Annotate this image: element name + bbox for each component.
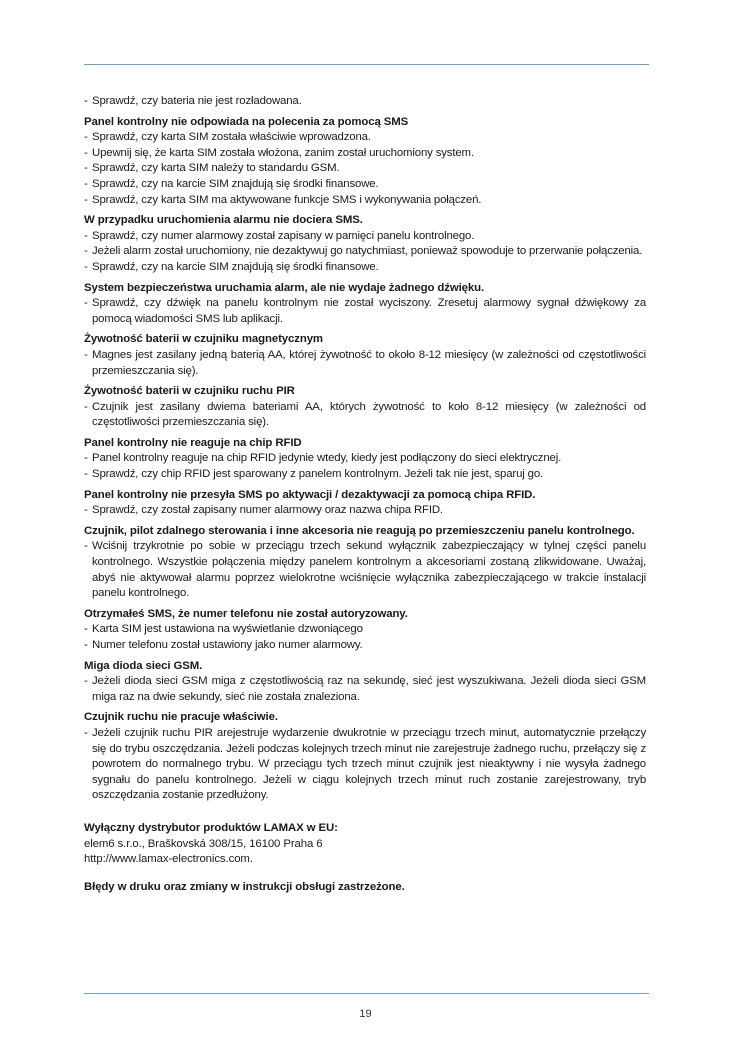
distributor-address: elem6 s.r.o., Braškovská 308/15, 16100 Praha 6 — [84, 837, 323, 850]
troubleshooting-section — [84, 488, 646, 519]
list-item-text: Sprawdź, czy bateria nie jest rozładowana. — [92, 95, 302, 107]
section-heading: Czujnik ruchu nie pracuje właściwie. — [84, 711, 278, 724]
dash-bullet: - — [84, 162, 88, 175]
distributor-website-link[interactable]: http://www.lamax-electronics.com. — [84, 853, 253, 866]
list-item — [84, 539, 646, 601]
spacer — [84, 868, 646, 880]
list-item-text: Sprawdź, czy chip RFID jest sparowany z panelem kontrolnym. Jeżeli tak nie jest, sparuj go. — [92, 468, 544, 481]
list-item — [84, 177, 646, 193]
dash-bullet: - — [84, 726, 88, 739]
troubleshooting-section — [84, 281, 646, 328]
distributor-block — [84, 821, 646, 868]
dash-bullet: - — [84, 297, 88, 310]
dash-bullet: - — [84, 131, 88, 144]
troubleshooting-section — [84, 384, 646, 431]
list-item — [84, 726, 646, 804]
list-item — [84, 296, 646, 327]
print-disclaimer: Błędy w druku oraz zmiany w instrukcji obsługi zastrzeżone. — [84, 880, 405, 893]
page-number: 19 — [359, 1008, 372, 1020]
list-item-text: Sprawdź, czy został zapisany numer alarmowy oraz nazwa chipa RFID. — [92, 504, 443, 517]
troubleshooting-section — [84, 94, 646, 110]
list-item — [84, 622, 646, 638]
section-heading: System bezpieczeństwa uruchamia alarm, ale nie wydaje żadnego dźwięku. — [84, 281, 485, 294]
list-item-text: Wciśnij trzykrotnie po sobie w przeciągu trzech sekund wyłącznik zabezpieczający w tylnej części panelu kontrolnego. Wszystkie połączenia między panelem kontrolnym a akcesoriami zostaną zlikwidowane. Uważaj, abyś nie aktywował alarmu poprzez wielokrotne wciśnięcie wyłącznika zabezpieczającego w trakcie instalacji panelu kontrolnego. — [92, 540, 646, 600]
list-item-text: Jeżeli alarm został uruchomiony, nie dezaktywuj go natychmiast, ponieważ spowoduje to przerwanie połączenia. — [92, 245, 643, 258]
list-item — [84, 467, 646, 483]
troubleshooting-section — [84, 524, 646, 602]
header-rule — [84, 64, 649, 65]
list-item — [84, 400, 646, 431]
list-item-text: Karta SIM jest ustawiona na wyświetlanie dzwoniącego — [92, 623, 363, 636]
section-heading: Otrzymałeś SMS, że numer telefonu nie został autoryzowany. — [84, 607, 408, 620]
list-item-text: Sprawdź, czy dźwięk na panelu kontrolnym nie został wyciszony. Zresetuj alarmowy sygnał dźwiękowy za pomocą wiadomości SMS lub aplikacji. — [92, 297, 646, 325]
list-item-text: Czujnik jest zasilany dwiema bateriami AA, których żywotność to koło 8-12 miesięcy (w zależności od częstotliwości przemieszczania się). — [92, 400, 646, 429]
list-item — [84, 130, 646, 146]
list-item — [84, 503, 646, 519]
dash-bullet: - — [84, 468, 88, 481]
list-item — [84, 348, 646, 379]
list-item-text: Sprawdź, czy karta SIM została właściwie wprowadzona. — [92, 131, 371, 144]
section-heading: Żywotność baterii w czujniku magnetycznym — [84, 333, 323, 346]
dash-bullet: - — [84, 95, 88, 107]
list-item — [84, 146, 646, 162]
dash-bullet: - — [84, 504, 88, 517]
troubleshooting-sections — [84, 94, 646, 804]
list-item — [84, 638, 646, 654]
section-heading: Panel kontrolny nie odpowiada na polecenia za pomocą SMS — [84, 115, 409, 128]
list-item-text: Sprawdź, czy karta SIM należy to standardu GSM. — [92, 162, 340, 175]
dash-bullet: - — [84, 193, 88, 206]
list-item — [84, 260, 646, 276]
troubleshooting-section — [84, 213, 646, 275]
section-heading: Panel kontrolny nie reaguje na chip RFID — [84, 436, 302, 449]
dash-bullet: - — [84, 229, 88, 242]
dash-bullet: - — [84, 146, 88, 159]
list-item-text: Magnes jest zasilany jedną baterią AA, której żywotność to około 8-12 miesięcy (w zależności od częstotliwości przemieszczania się). — [92, 348, 646, 377]
list-item-text: Numer telefonu został ustawiony jako numer alarmowy. — [92, 639, 363, 651]
dash-bullet: - — [84, 623, 88, 636]
list-item-text: Sprawdź, czy karta SIM ma aktywowane funkcje SMS i wykonywania połączeń. — [92, 193, 482, 206]
section-heading: Miga dioda sieci GSM. — [84, 659, 203, 672]
dash-bullet: - — [84, 260, 88, 273]
troubleshooting-section — [84, 332, 646, 379]
list-item-text: Sprawdź, czy na karcie SIM znajdują się środki finansowe. — [92, 260, 379, 273]
spacer — [84, 809, 646, 821]
section-heading: W przypadku uruchomienia alarmu nie dociera SMS. — [84, 214, 363, 227]
section-heading: Żywotność baterii w czujniku ruchu PIR — [84, 385, 295, 398]
distributor-heading: Wyłączny dystrybutor produktów LAMAX w EU: — [84, 821, 338, 834]
footer-rule — [84, 993, 649, 994]
troubleshooting-section — [84, 659, 646, 706]
list-item-text: Jeżeli czujnik ruchu PIR arejestruje wydarzenie dwukrotnie w przeciągu trzech minut, automatycznie przełączy się do trybu oszczędzania. Jeżeli podczas kolejnych trzech minut nie zarejestruje żadnego ruchu, przełączy się z powrotem do normalnego trybu. W przeciągu tych trzech minut czujnik jest nieaktywny i nie wysyła żadnego sygnału do panelu kontrolnego. Jeżeli w ciągu kolejnych trzech minut ruch zostanie zarejestrowany, tryb oszczędzania zostanie przedłużony. — [92, 726, 646, 802]
dash-bullet: - — [84, 540, 88, 553]
dash-bullet: - — [84, 675, 88, 688]
troubleshooting-section — [84, 115, 646, 209]
dash-bullet: - — [84, 245, 88, 258]
list-item — [84, 674, 646, 705]
troubleshooting-section — [84, 607, 646, 654]
dash-bullet: - — [84, 400, 88, 413]
list-item — [84, 94, 646, 110]
list-item-text: Sprawdź, czy na karcie SIM znajdują się środki finansowe. — [92, 177, 379, 190]
list-item — [84, 451, 646, 467]
dash-bullet: - — [84, 452, 88, 465]
list-item-text: Jeżeli dioda sieci GSM miga z częstotliwością raz na sekundę, sieć jest wyszukiwana. Jeżeli dioda sieci GSM miga raz na dwie sekundy, sieć nie została znaleziona. — [92, 675, 646, 703]
list-item — [84, 193, 646, 209]
dash-bullet: - — [84, 177, 88, 190]
list-item — [84, 161, 646, 177]
list-item-text: Panel kontrolny reaguje na chip RFID jedynie wtedy, kiedy jest podłączony do sieci elektrycznej. — [92, 452, 562, 465]
list-item — [84, 229, 646, 245]
section-heading: Czujnik, pilot zdalnego sterowania i inne akcesoria nie reagują po przemieszczeniu panelu kontrolnego. — [84, 524, 635, 537]
section-heading: Panel kontrolny nie przesyła SMS po aktywacji / dezaktywacji za pomocą chipa RFID. — [84, 488, 536, 501]
dash-bullet: - — [84, 639, 88, 651]
troubleshooting-section — [84, 710, 646, 804]
list-item-text: Sprawdź, czy numer alarmowy został zapisany w pamięci panelu kontrolnego. — [92, 229, 475, 242]
list-item — [84, 244, 646, 260]
troubleshooting-section — [84, 436, 646, 483]
troubleshooting-content — [84, 94, 646, 895]
dash-bullet: - — [84, 348, 88, 361]
list-item-text: Upewnij się, że karta SIM została włożona, zanim został uruchomiony system. — [92, 146, 474, 159]
